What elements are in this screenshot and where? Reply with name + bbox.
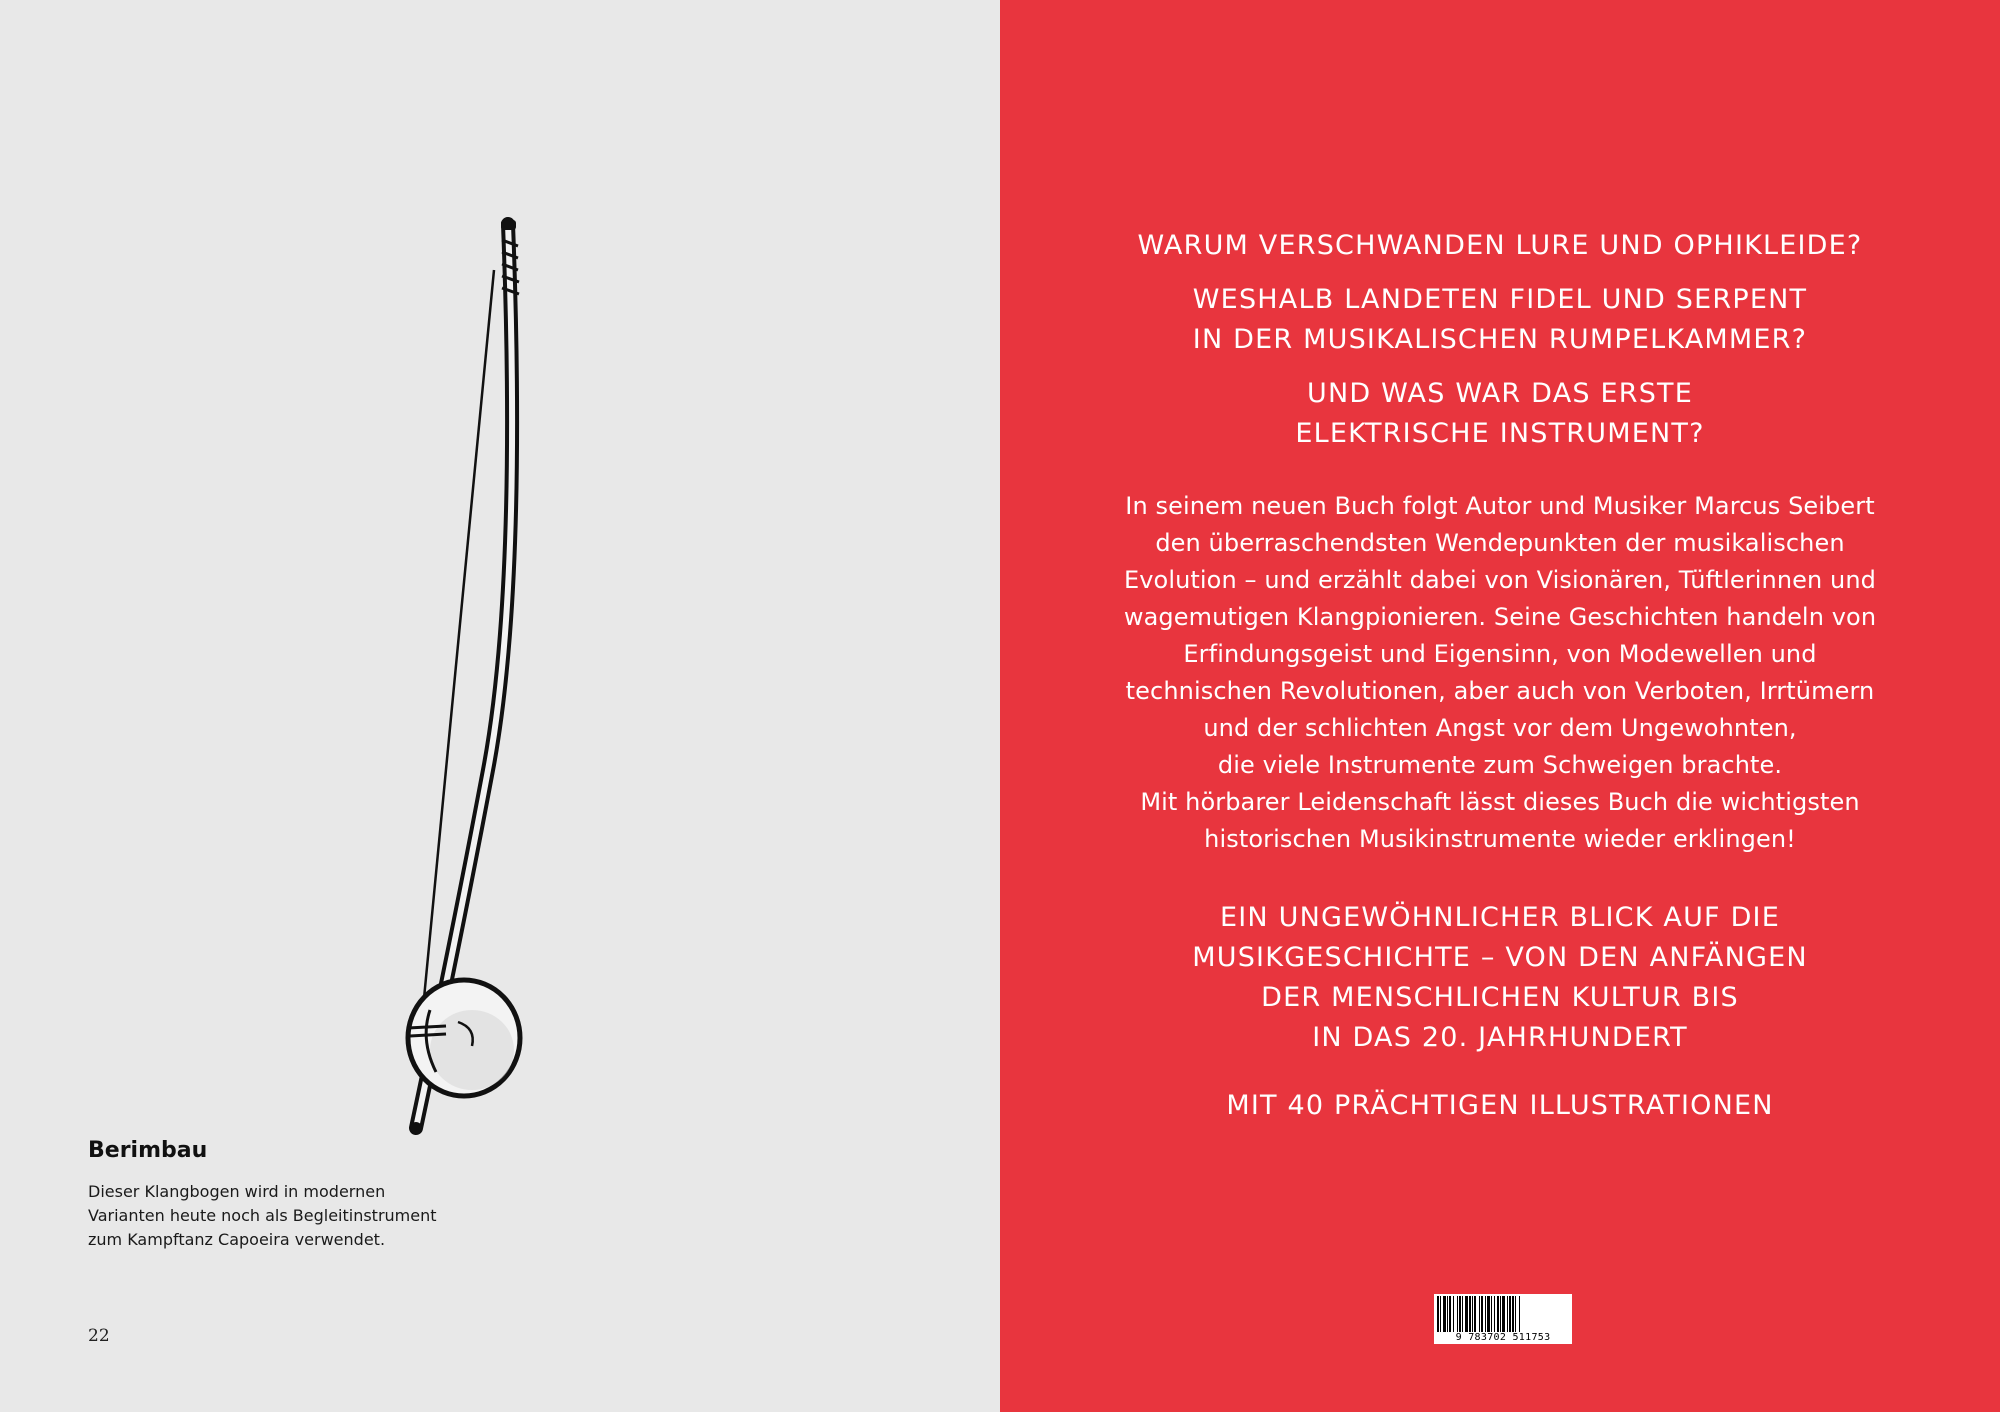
barcode-bar [1497, 1296, 1499, 1332]
barcode-bar [1437, 1296, 1439, 1332]
barcode-bar [1462, 1296, 1463, 1332]
barcode-bar [1519, 1296, 1520, 1332]
back-cover-text [1070, 226, 1930, 1126]
barcode-bar [1500, 1296, 1501, 1332]
heading-line: IN DER MUSIKALISCHEN RUMPELKAMMER? [1192, 324, 1808, 355]
barcode-bar [1487, 1296, 1490, 1332]
barcode-bar [1472, 1296, 1473, 1332]
caption-text [88, 1180, 468, 1252]
heading-line: MIT 40 PRÄCHTIGEN ILLUSTRATIONEN [1226, 1090, 1774, 1121]
barcode-bar [1443, 1296, 1446, 1332]
heading-line: IN DAS 20. JAHRHUNDERT [1312, 1022, 1688, 1053]
barcode-bar [1459, 1296, 1461, 1332]
barcode-bar [1474, 1296, 1476, 1332]
question-heading-3 [1070, 374, 1930, 454]
blurb-line: technischen Revolutionen, aber auch von Verboten, Irrtümern [1125, 677, 1875, 705]
barcode-bar [1512, 1296, 1514, 1332]
blurb-line: wagemutigen Klangpionieren. Seine Geschichten handeln von [1123, 603, 1877, 631]
barcode-digits: 9 783702 511753 [1434, 1332, 1572, 1343]
blurb-line: Evolution – und erzählt dabei von Visionären, Tüftlerinnen und [1123, 566, 1877, 594]
caption-line: Dieser Klangbogen wird in modernen [88, 1182, 386, 1201]
caption-line: zum Kampftanz Capoeira verwendet. [88, 1230, 386, 1249]
barcode-bar [1449, 1296, 1451, 1332]
isbn-barcode [1434, 1294, 1572, 1344]
barcode-bar [1507, 1296, 1508, 1332]
right-page [1000, 0, 2000, 1412]
barcode-bar [1509, 1296, 1511, 1332]
question-heading-1 [1070, 226, 1930, 266]
blurb-line: den überraschendsten Wendepunkten der musikalischen [1155, 529, 1845, 557]
heading-line: EIN UNGEWÖHNLICHER BLICK AUF DIE [1220, 902, 1780, 933]
barcode-bar [1481, 1296, 1483, 1332]
heading-line: MUSIKGESCHICHTE – VON DEN ANFÄNGEN [1192, 942, 1808, 973]
barcode-bar [1453, 1296, 1454, 1332]
caption-title: Berimbau [88, 1138, 208, 1163]
blurb-line: Mit hörbarer Leidenschaft lässt dieses Buch die wichtigsten [1140, 788, 1860, 816]
berimbau-illustration [380, 210, 540, 1140]
barcode-bar [1469, 1296, 1471, 1332]
barcode-bar [1502, 1296, 1505, 1332]
barcode-bar [1447, 1296, 1448, 1332]
barcode-bar [1515, 1296, 1516, 1332]
caption-line: Varianten heute noch als Begleitinstrument [88, 1206, 437, 1225]
page-number: 22 [88, 1326, 110, 1346]
barcode-bar [1465, 1296, 1468, 1332]
blurb-paragraph [1070, 488, 1930, 858]
heading-line: ELEKTRISCHE INSTRUMENT? [1295, 418, 1705, 449]
blurb-line: historischen Musikinstrumente wieder erklingen! [1204, 825, 1796, 853]
barcode-bar [1494, 1296, 1495, 1332]
heading-line: DER MENSCHLICHEN KULTUR BIS [1261, 982, 1739, 1013]
blurb-line: Erfindungsgeist und Eigensinn, von Modewellen und [1183, 640, 1817, 668]
barcode-bar [1440, 1296, 1441, 1332]
tagline-heading [1070, 898, 1930, 1058]
illustrations-heading [1070, 1086, 1930, 1126]
heading-line: WESHALB LANDETEN FIDEL UND SERPENT [1192, 284, 1808, 315]
blurb-line: In seinem neuen Buch folgt Autor und Musiker Marcus Seibert [1125, 492, 1875, 520]
barcode-bar [1491, 1296, 1492, 1332]
heading-line: WARUM VERSCHWANDEN LURE UND OPHIKLEIDE? [1137, 230, 1863, 261]
heading-line: UND WAS WAR DAS ERSTE [1307, 378, 1693, 409]
blurb-line: und der schlichten Angst vor dem Ungewohnten, [1203, 714, 1797, 742]
barcode-bar [1485, 1296, 1486, 1332]
blurb-line: die viele Instrumente zum Schweigen brachte. [1217, 751, 1783, 779]
barcode-bar [1457, 1296, 1458, 1332]
barcode-bars-icon [1437, 1296, 1569, 1332]
barcode-bar [1479, 1296, 1480, 1332]
question-heading-2 [1070, 280, 1930, 360]
